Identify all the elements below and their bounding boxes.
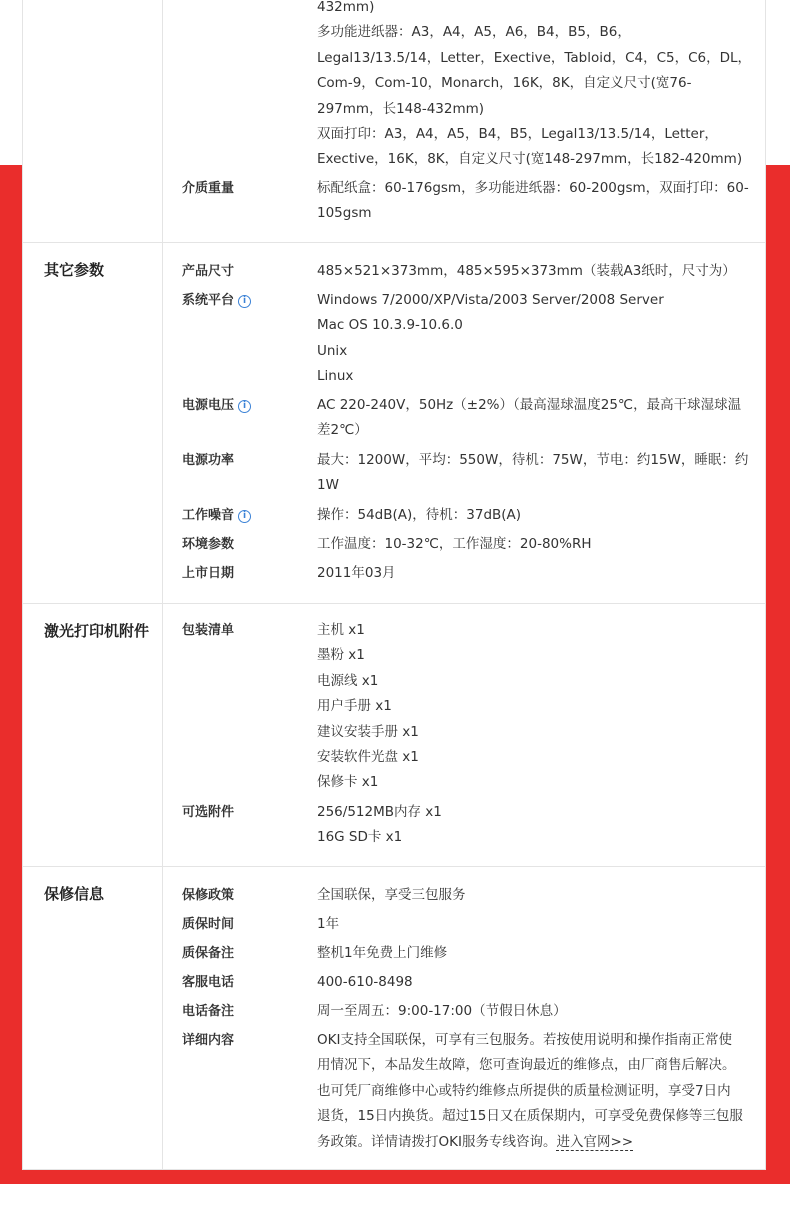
value-line: 差2℃） [317,422,368,439]
value-line: 周一至周五：9:00-17:00（节假日休息） [317,1003,567,1019]
value-line: Mac OS 10.3.9-10.6.0 [317,317,463,334]
spec-label [182,503,251,528]
spec-value [317,503,753,528]
info-circle-icon[interactable]: i [238,510,251,523]
info-circle-icon[interactable]: i [238,400,251,413]
value-line: Exective，16K，8K，自定义尺寸(宽148-297mm，长182-420mm) [317,151,743,168]
spec-label: 产品尺寸 [182,264,235,279]
spec-label [182,288,251,313]
spec-label: 保修政策 [182,888,235,903]
spec-label: 质保时间 [182,917,235,932]
section-title-other-params: 其它参数 [23,243,163,603]
spec-value [317,883,753,908]
spec-value [317,259,753,284]
spec-value [317,912,753,937]
value-line: 全国联保，享受三包服务 [317,887,466,903]
value-line: 多功能进纸器：A3，A4，A5，A6，B4，B5，B6， [317,24,631,41]
value-line: 建议安装手册 x1 [317,723,419,740]
value-line: 退货，15日内换货。超过15日又在质保期内，可享受免费保修等三包服 [317,1108,743,1125]
value-line: 2011年03月 [317,565,396,581]
warranty-section [23,867,765,1170]
value-line: 用户手册 x1 [317,698,392,715]
value-line: 105gsm [317,205,372,222]
value-line: 工作温度：10-32℃，工作湿度：20-80%RH [317,536,592,552]
value-line: Legal13/13.5/14，Letter，Exective，Tabloid，C4，C5，C6，DL， [317,49,752,66]
spec-label: 上市日期 [182,566,235,581]
spec-label: 质保备注 [182,946,235,961]
official-site-link[interactable]: 进入官网>> [556,1133,634,1150]
value-line: 操作：54dB(A)，待机：37dB(A) [317,507,522,523]
spec-value [317,0,753,173]
spec-label [182,393,251,418]
section-title-warranty: 保修信息 [23,867,163,1169]
value-line: Windows 7/2000/XP/Vista/2003 Server/2008 Server [317,292,664,308]
value-line: 安装软件光盘 x1 [317,749,419,766]
spec-label-text: 电源电压 [182,398,235,413]
value-line: 主机 x1 [317,622,365,638]
value-line: 485×521×373mm，485×595×373mm（装载A3纸时，尺寸为） [317,263,736,279]
value-line: 双面打印：A3，A4，A5，B4，B5，Legal13/13.5/14，Letter， [317,126,718,143]
media-section-title [23,0,163,242]
spec-value [317,532,753,557]
value-line: 1W [317,477,339,494]
value-line: Unix [317,342,348,359]
spec-value [317,1028,753,1155]
spec-value [317,393,753,444]
spec-value [317,800,753,851]
info-circle-icon[interactable]: i [238,295,251,308]
spec-value [317,561,753,586]
spec-value [317,288,753,390]
spec-value [317,970,753,995]
value-line: 297mm，长148-432mm) [317,100,485,117]
spec-label: 包装清单 [182,623,235,638]
accessories-section [23,604,765,867]
spec-label: 介质重量 [182,181,235,196]
value-line: 用情况下，本品发生故障，您可查询最近的维修点，由厂商售后解决。 [317,1057,736,1074]
other-params-section [23,243,765,604]
value-line: AC 220-240V，50Hz（±2%）（最高湿球温度25℃，最高干球湿球温 [317,397,742,413]
spec-label: 环境参数 [182,537,235,552]
value-line: Com-9，Com-10，Monarch，16K，8K，自定义尺寸(宽76- [317,75,692,92]
spec-label: 详细内容 [182,1033,235,1048]
value-line: OKI支持全国联保，可享有三包服务。若按使用说明和操作指南正常使 [317,1032,732,1048]
spec-value [317,618,753,796]
value-line: 1年 [317,916,340,932]
spec-sheet [22,0,766,1170]
value-line: 256/512MB内存 x1 [317,804,442,820]
value-line [317,1130,753,1155]
value-line-text: 务政策。详情请拨打OKI服务专线咨询。 [317,1133,557,1150]
spec-value [317,941,753,966]
spec-label: 可选附件 [182,805,235,820]
spec-label: 电源功率 [182,453,235,468]
value-line: 也可凭厂商维修中心或特约维修点所提供的质量检测证明，享受7日内 [317,1082,731,1099]
spec-label: 电话备注 [182,1004,235,1019]
spec-value [317,448,753,499]
value-line: 最大：1200W，平均：550W，待机：75W，节电：约15W，睡眠：约 [317,452,749,468]
value-line: 保修卡 x1 [317,774,379,791]
spec-value [317,999,753,1024]
spec-label-text: 工作噪音 [182,508,235,523]
spec-label-text: 系统平台 [182,293,235,308]
value-line: 432mm) [317,0,375,15]
value-line: 整机1年免费上门维修 [317,945,448,961]
value-line: 16G SD卡 x1 [317,829,403,846]
spec-value [317,176,753,227]
media-section [23,0,765,243]
value-line: 墨粉 x1 [317,647,365,664]
spec-label: 客服电话 [182,975,235,990]
value-line: 400-610-8498 [317,974,413,990]
value-line: 标配纸盒：60-176gsm，多功能进纸器：60-200gsm，双面打印：60- [317,180,749,196]
value-line: 电源线 x1 [317,672,379,689]
section-title-accessories: 激光打印机附件 [23,604,163,866]
value-line: Linux [317,368,354,385]
